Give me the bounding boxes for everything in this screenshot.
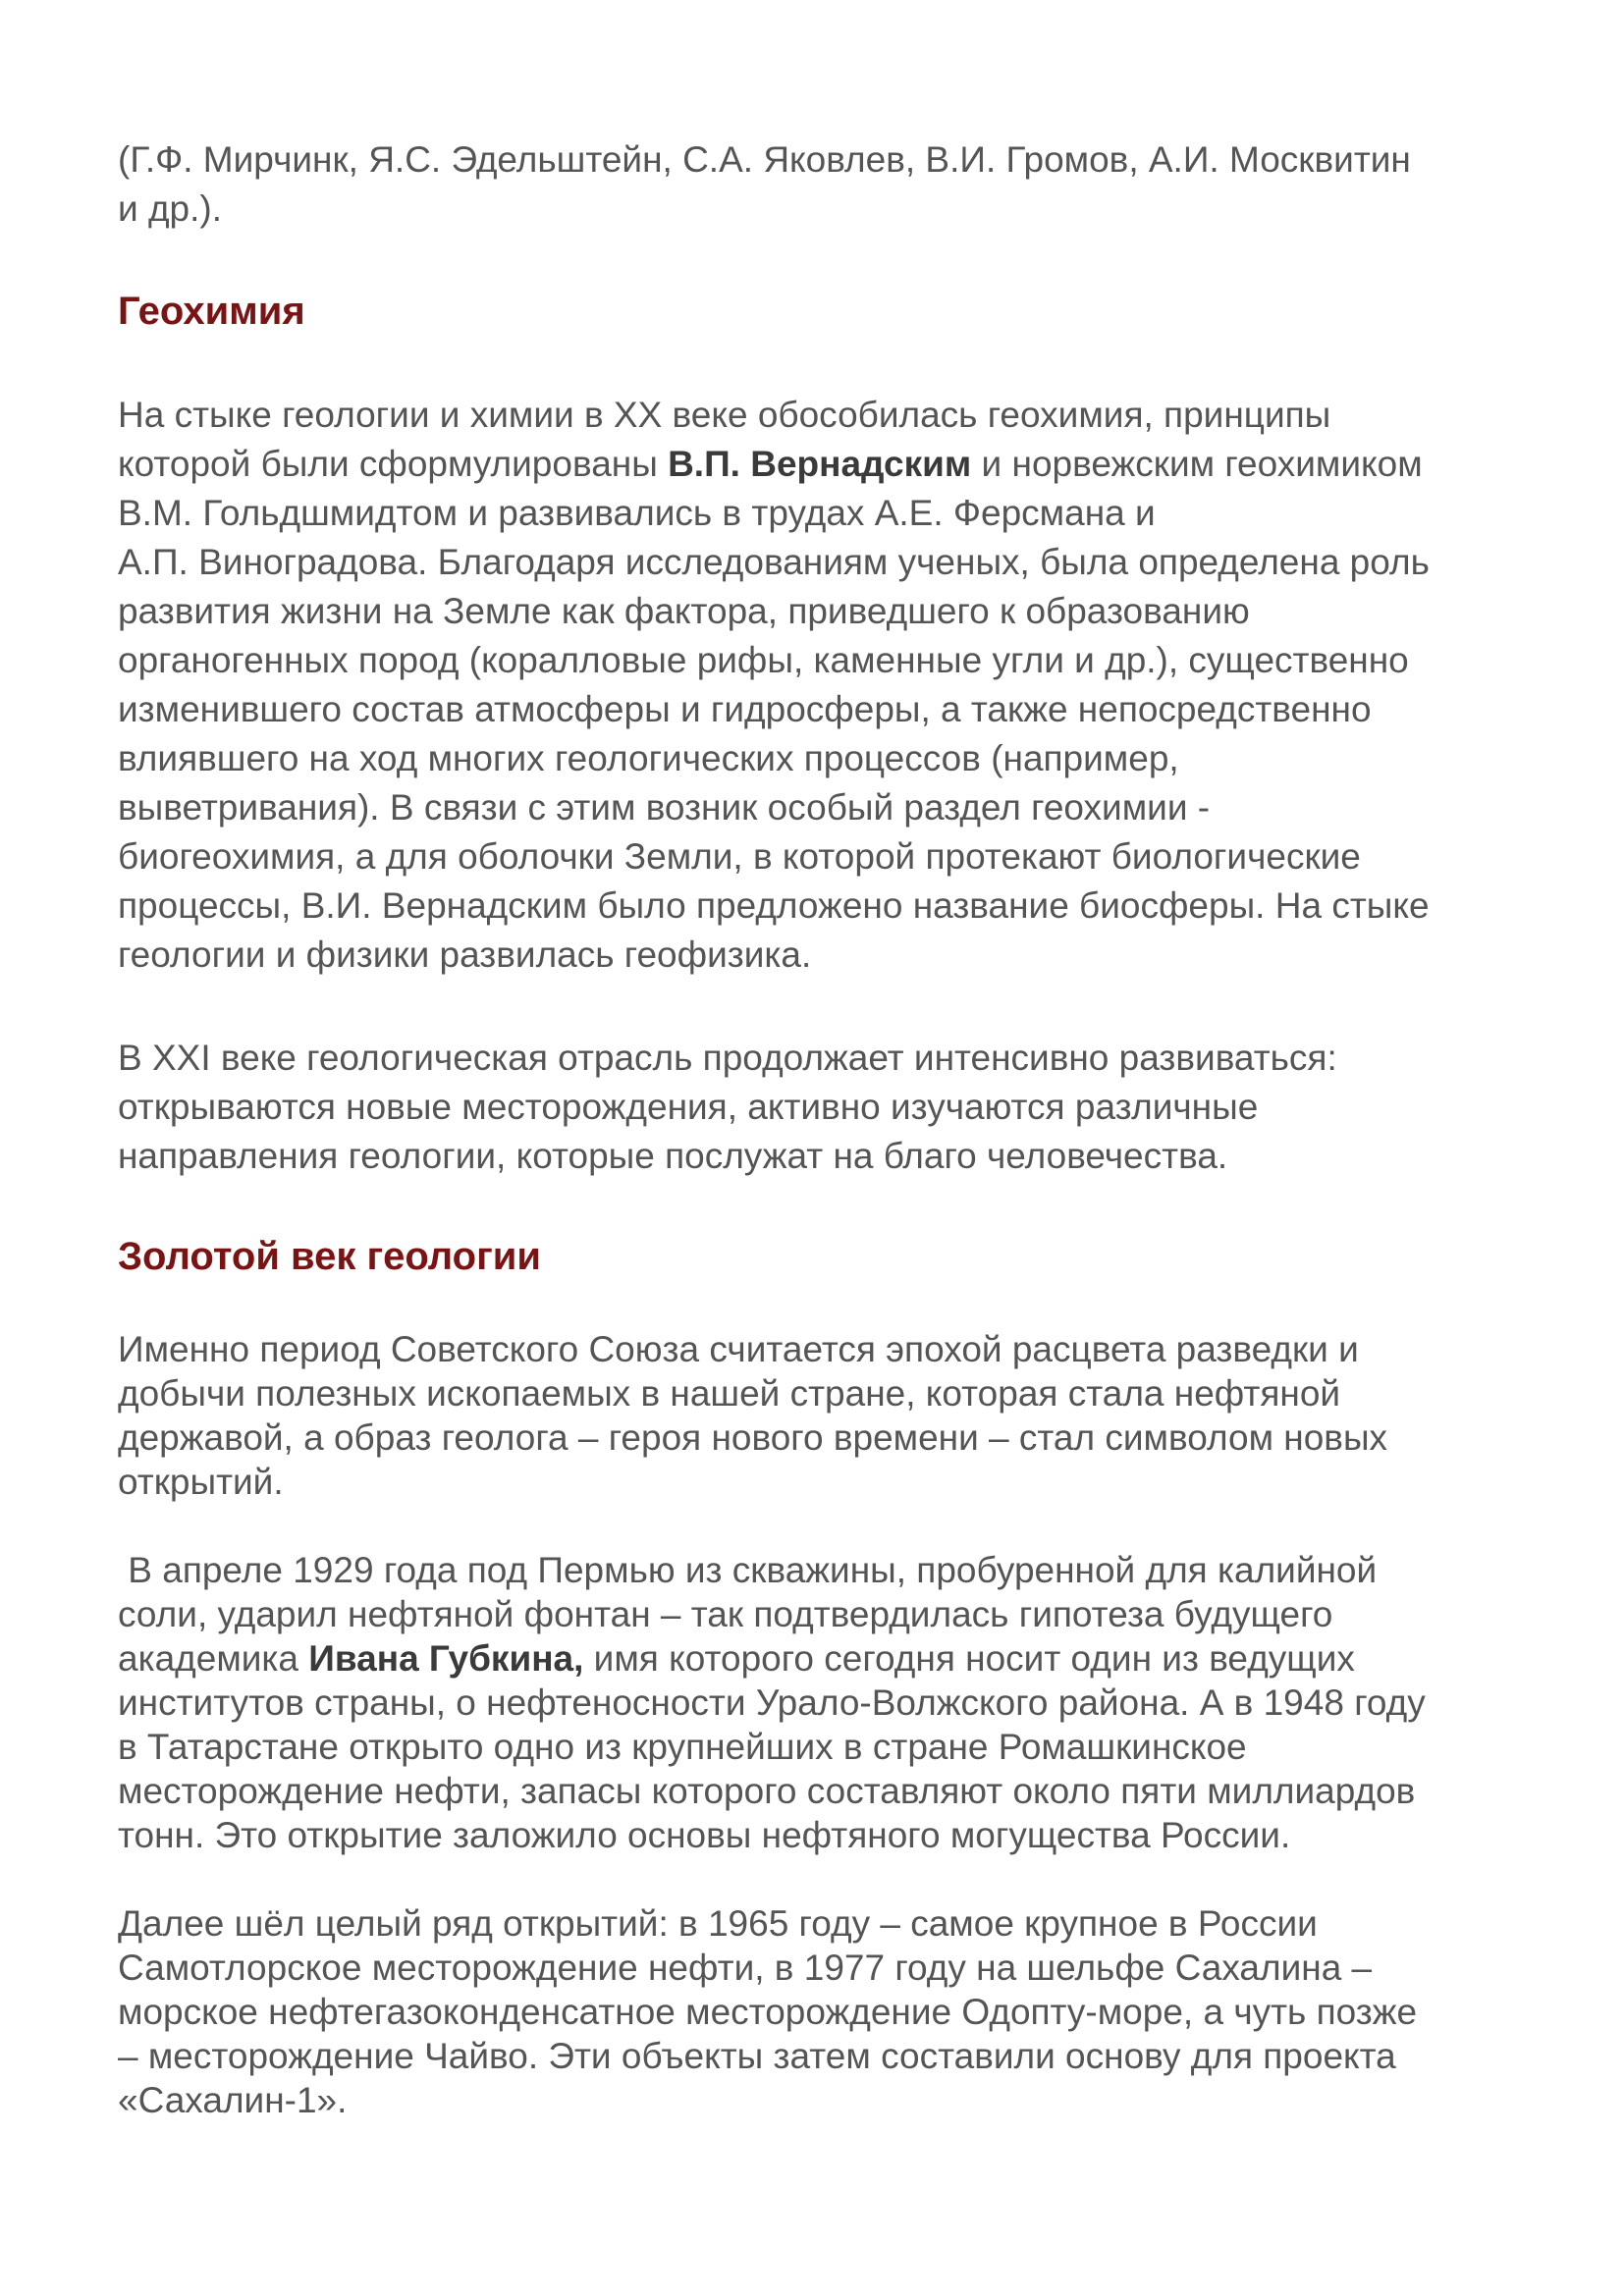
intro-paragraph xyxy=(118,135,1512,234)
section-heading-geochemistry: Геохимия xyxy=(118,290,305,333)
text-line: «Сахалин-1». xyxy=(118,2080,348,2120)
bold-name-gubkin: Ивана Губкина, xyxy=(308,1638,584,1679)
text-line: открытий. xyxy=(118,1462,284,1502)
text-fragment: имя которого сегодня носит один из ведущих xyxy=(583,1638,1355,1679)
text-line: Далее шёл целый ряд открытий: в 1965 году – самое крупное в России xyxy=(118,1903,1318,1944)
text-line xyxy=(118,440,1512,489)
text-line: геологии и физики развилась геофизика. xyxy=(118,934,812,975)
geochem-paragraph-1 xyxy=(118,391,1512,980)
text-line: державой, а образ геолога – героя нового времени – стал символом новых xyxy=(118,1417,1388,1458)
text-line: морское нефтегазоконденсатное месторождение Одопту-море, а чуть позже xyxy=(118,1992,1418,2032)
text-fragment: и норвежским геохимиком xyxy=(971,444,1423,484)
text-line: направления геологии, которые послужат на благо человечества. xyxy=(118,1136,1228,1176)
text-line: В XXI веке геологическая отрасль продолжает интенсивно развиваться: xyxy=(118,1038,1337,1078)
text-line: развития жизни на Земле как фактора, приведшего к образованию xyxy=(118,591,1250,631)
golden-paragraph-1 xyxy=(118,1327,1512,1504)
bold-name-vernadsky: В.П. Вернадским xyxy=(668,444,972,484)
text-line: Именно период Советского Союза считается эпохой расцвета разведки и xyxy=(118,1329,1359,1369)
text-line: месторождение нефти, запасы которого составляют около пяти миллиардов xyxy=(118,1771,1416,1811)
text-line: На стыке геологии и химии в XX веке обособилась геохимия, принципы xyxy=(118,395,1331,435)
text-line: добычи полезных ископаемых в нашей стране, которая стала нефтяной xyxy=(118,1373,1341,1414)
text-line: влиявшего на ход многих геологических процессов (например, xyxy=(118,738,1179,778)
text-line: в Татарстане открыто одно из крупнейших в стране Ромашкинское xyxy=(118,1727,1247,1767)
golden-paragraph-2 xyxy=(118,1548,1512,1857)
text-line: В апреле 1929 года под Пермью из скважины, пробуренной для калийной xyxy=(118,1550,1378,1590)
text-line: биогеохимия, а для оболочки Земли, в которой протекают биологические xyxy=(118,836,1361,877)
text-line: процессы, В.И. Вернадским было предложено название биосферы. На стыке xyxy=(118,885,1430,926)
text-fragment: академика xyxy=(118,1638,309,1679)
text-line: А.П. Виноградова. Благодаря исследованиям ученых, была определена роль xyxy=(118,542,1430,582)
text-line: и др.). xyxy=(118,188,222,229)
golden-paragraph-3 xyxy=(118,1901,1512,2122)
text-line: изменившего состав атмосферы и гидросферы, а также непосредственно xyxy=(118,689,1372,729)
text-line: открываются новые месторождения, активно изучаются различные xyxy=(118,1087,1259,1127)
text-line: институтов страны, о нефтеносности Урало-Волжского района. А в 1948 году xyxy=(118,1682,1426,1723)
geochem-paragraph-2 xyxy=(118,1034,1512,1181)
text-line: – месторождение Чайво. Эти объекты затем составили основу для проекта xyxy=(118,2036,1396,2076)
text-line: выветривания). В связи с этим возник особый раздел геохимии - xyxy=(118,787,1211,828)
text-line: органогенных пород (коралловые рифы, каменные угли и др.), существенно xyxy=(118,640,1409,680)
section-heading-golden-age: Золотой век геологии xyxy=(118,1235,541,1278)
text-line: Самотлорское месторождение нефти, в 1977 году на шельфе Сахалина – xyxy=(118,1948,1373,1988)
text-line: (Г.Ф. Мирчинк, Я.С. Эдельштейн, С.А. Яковлев, В.И. Громов, А.И. Москвитин xyxy=(118,139,1411,180)
text-line xyxy=(118,1636,1512,1681)
text-line: В.М. Гольдшмидтом и развивались в трудах А.Е. Ферсмана и xyxy=(118,493,1156,533)
text-line: тонн. Это открытие заложило основы нефтяного могущества России. xyxy=(118,1815,1291,1855)
text-line: соли, ударил нефтяной фонтан – так подтвердилась гипотеза будущего xyxy=(118,1594,1333,1634)
text-fragment: которой были сформулированы xyxy=(118,444,669,484)
